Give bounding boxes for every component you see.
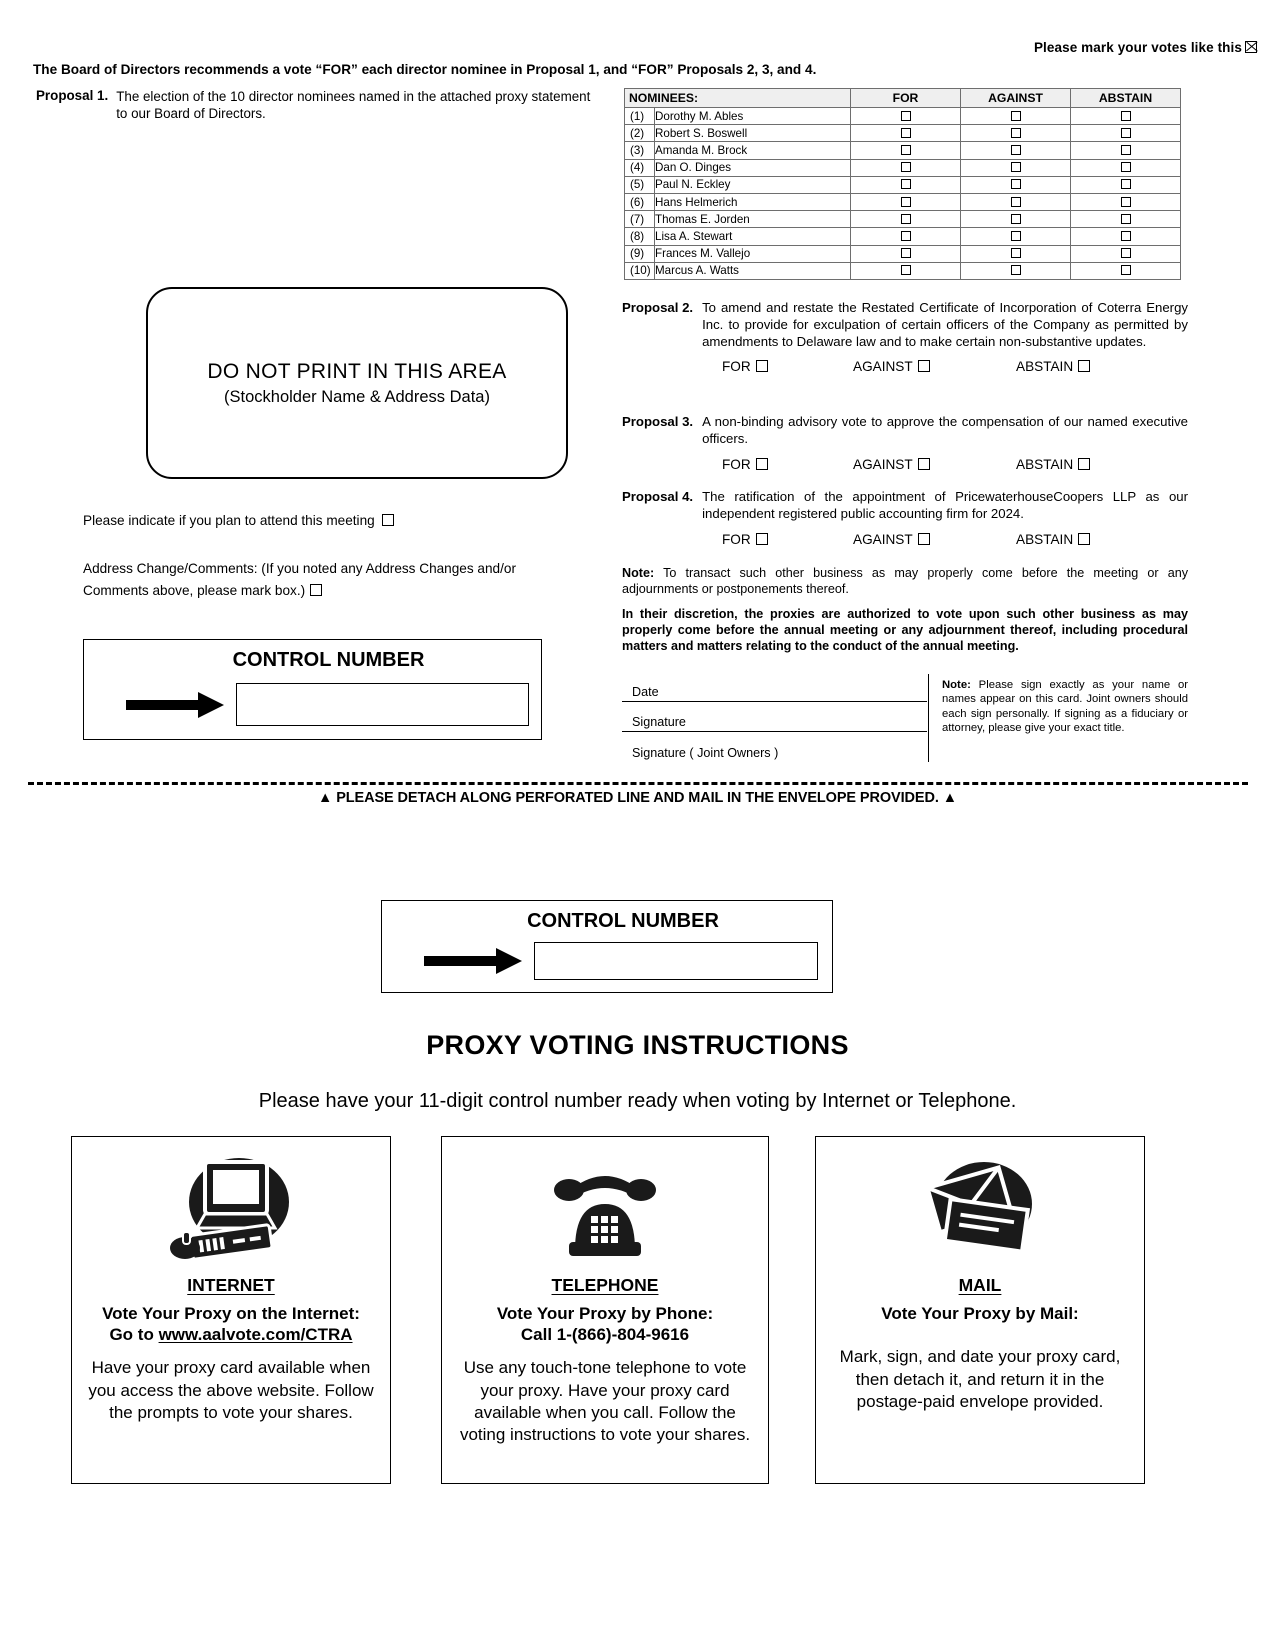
panel-body-mail: Mark, sign, and date your proxy card, then detach it, and return it in the postage-paid envelope provided. (839, 1347, 1121, 1411)
nominee-abstain-cell[interactable] (1071, 108, 1181, 125)
discretion-paragraph: In their discretion, the proxies are authorized to vote upon such other business as may properly come before the annual meeting or any adjournment thereof, including procedural matters and matters relating to the conduct of the annual meeting. (622, 606, 1188, 654)
proposal-3-for-option[interactable] (722, 457, 853, 472)
proposal-4-label: Proposal 4. (622, 489, 694, 504)
proposal-4-against-checkbox[interactable] (918, 533, 930, 545)
nominee-against-cell[interactable] (961, 245, 1071, 262)
column-header-abstain: ABSTAIN (1071, 89, 1181, 108)
table-row (625, 142, 1181, 159)
nominee-abstain-cell[interactable] (1071, 245, 1181, 262)
proposal-3-text: A non-binding advisory vote to approve the compensation of our named executive officers. (702, 414, 1188, 446)
nominee-name: Thomas E. Jorden (655, 211, 851, 228)
panel-body-telephone: Use any touch-tone telephone to vote your proxy. Have your proxy card available when you call. Follow the voting instructions to vote your shares. (459, 1358, 751, 1445)
nominee-number: (8) (625, 228, 655, 245)
nominee-against-cell[interactable] (961, 142, 1071, 159)
column-header-against: AGAINST (961, 89, 1071, 108)
arrow-right-icon (424, 948, 524, 974)
nominee-against-checkbox[interactable] (1011, 162, 1021, 172)
abstain-label: ABSTAIN (1016, 456, 1074, 472)
nominee-abstain-checkbox[interactable] (1121, 111, 1131, 121)
nominee-abstain-cell[interactable] (1071, 193, 1181, 210)
detach-instruction: ▲ PLEASE DETACH ALONG PERFORATED LINE AND MAIL IN THE ENVELOPE PROVIDED. ▲ (318, 790, 957, 806)
nominee-name: Robert S. Boswell (655, 125, 851, 142)
nominee-against-checkbox[interactable] (1011, 197, 1021, 207)
abstain-label: ABSTAIN (1016, 531, 1074, 547)
signature-note-label: Note: (942, 679, 971, 691)
nominee-number: (7) (625, 211, 655, 228)
nominee-for-checkbox[interactable] (901, 162, 911, 172)
address-change-row[interactable] (83, 558, 563, 602)
control-number-input-top[interactable] (236, 683, 529, 726)
date-field[interactable] (622, 672, 927, 702)
proposal-3-vote-options (622, 457, 1188, 472)
proposal-4-text: The ratification of the appointment of PricewaterhouseCoopers LLP as our independent registered public accounting firm for 2024. (702, 489, 1188, 521)
proposal-3-against-checkbox[interactable] (918, 458, 930, 470)
nominee-number: (3) (625, 142, 655, 159)
nominees-table (624, 88, 1181, 280)
proposal-2-abstain-checkbox[interactable] (1078, 360, 1090, 372)
nominee-abstain-cell[interactable] (1071, 176, 1181, 193)
board-recommendation: The Board of Directors recommends a vote “FOR” each director nominee in Proposal 1, and “FOR” Proposals 2, 3, and 4. (33, 62, 817, 77)
nominee-number: (2) (625, 125, 655, 142)
nominee-against-checkbox[interactable] (1011, 145, 1021, 155)
control-number-input-bottom[interactable] (534, 942, 818, 980)
signature-label: Signature (632, 715, 686, 729)
nominee-name: Hans Helmerich (655, 193, 851, 210)
proposal-2-against-option[interactable] (853, 359, 1016, 374)
nominee-number: (6) (625, 193, 655, 210)
proposal-1-block (36, 88, 596, 122)
proposal-2-vote-options (622, 359, 1188, 374)
instruction-panel-mail (815, 1136, 1145, 1484)
nominee-number: (5) (625, 176, 655, 193)
note-block (622, 565, 1188, 655)
control-number-box-bottom (381, 900, 833, 993)
page-title: PROXY VOTING INSTRUCTIONS (426, 1030, 849, 1060)
nominee-for-cell[interactable] (851, 159, 961, 176)
proposal-2-for-option[interactable] (722, 359, 853, 374)
nominee-name: Frances M. Vallejo (655, 245, 851, 262)
nominee-against-cell[interactable] (961, 159, 1071, 176)
note-paragraph (622, 565, 1188, 598)
panel-bold-telephone (497, 1303, 713, 1345)
nominee-against-cell[interactable] (961, 262, 1071, 279)
proposal-3-abstain-option[interactable] (1016, 457, 1090, 472)
proposal-1-text: The election of the 10 director nominees named in the attached proxy statement to our Board of Directors. (116, 89, 591, 122)
nominee-for-checkbox[interactable] (901, 231, 911, 241)
nominee-for-checkbox[interactable] (901, 248, 911, 258)
instruction-panel-telephone (441, 1136, 769, 1484)
proposal-2-for-checkbox[interactable] (756, 360, 768, 372)
nominee-number: (4) (625, 159, 655, 176)
nominee-abstain-checkbox[interactable] (1121, 214, 1131, 224)
proposal-4-vote-options (622, 532, 1188, 547)
proposal-1-label: Proposal 1. (36, 88, 109, 103)
do-not-print-line2: (Stockholder Name & Address Data) (224, 387, 490, 406)
nominee-for-cell[interactable] (851, 245, 961, 262)
joint-signature-label: Signature ( Joint Owners ) (632, 746, 779, 760)
attend-meeting-checkbox[interactable] (382, 514, 394, 526)
nominee-name: Amanda M. Brock (655, 142, 851, 159)
table-row (625, 211, 1181, 228)
proposal-3-for-checkbox[interactable] (756, 458, 768, 470)
table-row (625, 125, 1181, 142)
panel-bold-internet (102, 1303, 360, 1345)
attend-meeting-row[interactable] (83, 513, 394, 528)
nominee-against-checkbox[interactable] (1011, 111, 1021, 121)
against-label: AGAINST (853, 456, 913, 472)
telephone-voting-number[interactable]: Call 1-(866)-804-9616 (520, 1325, 690, 1345)
nominee-abstain-cell[interactable] (1071, 262, 1181, 279)
nominee-name: Lisa A. Stewart (655, 228, 851, 245)
panel-bold-line1-mail: Vote Your Proxy by Mail: (881, 1304, 1079, 1323)
nominee-against-cell[interactable] (961, 193, 1071, 210)
proposal-4-abstain-option[interactable] (1016, 532, 1090, 547)
signature-field[interactable] (622, 702, 927, 732)
nominee-for-cell[interactable] (851, 176, 961, 193)
panel-title-mail: MAIL (958, 1275, 1002, 1295)
nominee-for-checkbox[interactable] (901, 214, 911, 224)
nominee-for-cell[interactable] (851, 125, 961, 142)
against-label: AGAINST (853, 359, 913, 375)
abstain-label: ABSTAIN (1016, 359, 1074, 375)
proposal-4-abstain-checkbox[interactable] (1078, 533, 1090, 545)
table-row (625, 176, 1181, 193)
nominee-abstain-cell[interactable] (1071, 228, 1181, 245)
nominee-for-cell[interactable] (851, 142, 961, 159)
nominee-for-checkbox[interactable] (901, 197, 911, 207)
table-row (625, 108, 1181, 125)
nominee-name: Dorothy M. Ables (655, 108, 851, 125)
signature-note (942, 678, 1188, 736)
nominee-abstain-checkbox[interactable] (1121, 162, 1131, 172)
nominee-for-checkbox[interactable] (901, 179, 911, 189)
nominee-name: Dan O. Dinges (655, 159, 851, 176)
nominee-abstain-checkbox[interactable] (1121, 145, 1131, 155)
proposal-2-abstain-option[interactable] (1016, 359, 1090, 374)
panel-title-internet: INTERNET (187, 1275, 275, 1295)
nominee-number: (9) (625, 245, 655, 262)
nominee-number: (10) (625, 262, 655, 279)
control-number-title: CONTROL NUMBER (232, 649, 425, 671)
nominee-abstain-checkbox[interactable] (1121, 265, 1131, 275)
against-label: AGAINST (853, 531, 913, 547)
computer-icon (161, 1151, 301, 1269)
nominee-for-cell[interactable] (851, 193, 961, 210)
mark-votes-instruction (0, 40, 1257, 55)
nominee-for-cell[interactable] (851, 262, 961, 279)
nominee-for-checkbox[interactable] (901, 265, 911, 275)
nominee-abstain-checkbox[interactable] (1121, 179, 1131, 189)
table-row (625, 228, 1181, 245)
note-text: To transact such other business as may properly come before the meeting or any adjournments or postponements thereof. (622, 566, 1188, 597)
column-header-nominees: NOMINEES: (625, 89, 851, 108)
mark-votes-label: Please mark your votes like this (1033, 40, 1242, 55)
nominee-for-cell[interactable] (851, 211, 961, 228)
proposal-3-block (622, 414, 1188, 472)
panel-goto-prefix: Go to (109, 1325, 159, 1345)
instruction-panel-internet (71, 1136, 391, 1484)
proposal-2-label: Proposal 2. (622, 300, 694, 315)
table-row (625, 262, 1181, 279)
table-header-row (625, 89, 1181, 108)
internet-voting-link[interactable]: www.aalvote.com/CTRA (158, 1325, 353, 1345)
nominee-for-checkbox[interactable] (901, 145, 911, 155)
nominee-name: Marcus A. Watts (655, 262, 851, 279)
arrow-right-icon (126, 692, 226, 718)
nominee-abstain-cell[interactable] (1071, 142, 1181, 159)
control-number-box-top (83, 639, 542, 740)
signature-block (622, 672, 1188, 764)
envelope-icon (910, 1151, 1050, 1269)
table-row (625, 193, 1181, 210)
nominee-abstain-cell[interactable] (1071, 211, 1181, 228)
nominee-against-cell[interactable] (961, 125, 1071, 142)
proposal-4-for-option[interactable] (722, 532, 853, 547)
proposal-4-block (622, 489, 1188, 547)
nominee-abstain-checkbox[interactable] (1121, 231, 1131, 241)
for-label: FOR (722, 359, 751, 375)
nominee-against-checkbox[interactable] (1011, 265, 1021, 275)
date-label: Date (632, 685, 659, 699)
nominee-abstain-checkbox[interactable] (1121, 248, 1131, 258)
nominee-against-checkbox[interactable] (1011, 248, 1021, 258)
proposal-3-label: Proposal 3. (622, 414, 694, 429)
panel-body-internet: Have your proxy card available when you access the above website. Follow the prompts to vote your shares. (88, 1358, 374, 1423)
note-label: Note: (622, 566, 655, 580)
address-change-label: Address Change/Comments: (If you noted any Address Changes and/or Comments above, please mark box.) (83, 561, 516, 598)
nominee-name: Paul N. Eckley (655, 176, 851, 193)
nominee-abstain-checkbox[interactable] (1121, 197, 1131, 207)
proposal-4-for-checkbox[interactable] (756, 533, 768, 545)
nominee-for-checkbox[interactable] (901, 111, 911, 121)
do-not-print-area (146, 287, 568, 479)
nominee-against-cell[interactable] (961, 211, 1071, 228)
proposal-2-text: To amend and restate the Restated Certificate of Incorporation of Coterra Energy Inc. to provide for exculpation of certain officers of the Company as permitted by amendments to Delaware law and to make certain non-substantive updates. (702, 300, 1188, 349)
nominee-for-cell[interactable] (851, 108, 961, 125)
column-header-for: FOR (851, 89, 961, 108)
nominee-number: (1) (625, 108, 655, 125)
telephone-icon (535, 1151, 675, 1269)
signature-lines (622, 672, 927, 762)
control-number-title-bottom: CONTROL NUMBER (527, 910, 719, 932)
page-subtitle: Please have your 11-digit control number ready when voting by Internet or Telephone. (258, 1090, 1017, 1112)
nominee-for-checkbox[interactable] (901, 128, 911, 138)
checkbox-x-icon (1245, 41, 1257, 53)
panel-title-telephone: TELEPHONE (551, 1275, 659, 1295)
address-change-checkbox[interactable] (310, 584, 322, 596)
proposal-3-abstain-checkbox[interactable] (1078, 458, 1090, 470)
panel-bold-mail (881, 1303, 1078, 1324)
signature-divider (928, 674, 929, 762)
nominee-abstain-cell[interactable] (1071, 159, 1181, 176)
table-row (625, 245, 1181, 262)
nominee-abstain-checkbox[interactable] (1121, 128, 1131, 138)
proposal-3-against-option[interactable] (853, 457, 1016, 472)
nominee-against-cell[interactable] (961, 176, 1071, 193)
signature-note-text: Please sign exactly as your name or names appear on this card. Joint owners should each sign personally. If signing as a fiduciary or attorney, please give your exact title. (942, 679, 1188, 735)
attend-meeting-label: Please indicate if you plan to attend this meeting (83, 513, 375, 528)
nominee-against-checkbox[interactable] (1011, 231, 1021, 241)
nominee-against-checkbox[interactable] (1011, 179, 1021, 189)
do-not-print-line1: DO NOT PRINT IN THIS AREA (207, 359, 507, 383)
nominee-against-cell[interactable] (961, 228, 1071, 245)
nominee-against-cell[interactable] (961, 108, 1071, 125)
nominee-against-checkbox[interactable] (1011, 214, 1021, 224)
proposal-2-against-checkbox[interactable] (918, 360, 930, 372)
proposal-2-block (622, 300, 1188, 374)
for-label: FOR (722, 531, 751, 547)
perforated-line (28, 782, 1248, 785)
panel-bold-line1-internet: Vote Your Proxy on the Internet: (102, 1304, 360, 1323)
nominee-against-checkbox[interactable] (1011, 128, 1021, 138)
proposal-4-against-option[interactable] (853, 532, 1016, 547)
table-row (625, 159, 1181, 176)
panel-bold-line1-telephone: Vote Your Proxy by Phone: (496, 1304, 714, 1323)
nominee-abstain-cell[interactable] (1071, 125, 1181, 142)
for-label: FOR (722, 456, 751, 472)
nominee-for-cell[interactable] (851, 228, 961, 245)
joint-signature-field[interactable] (622, 732, 927, 762)
